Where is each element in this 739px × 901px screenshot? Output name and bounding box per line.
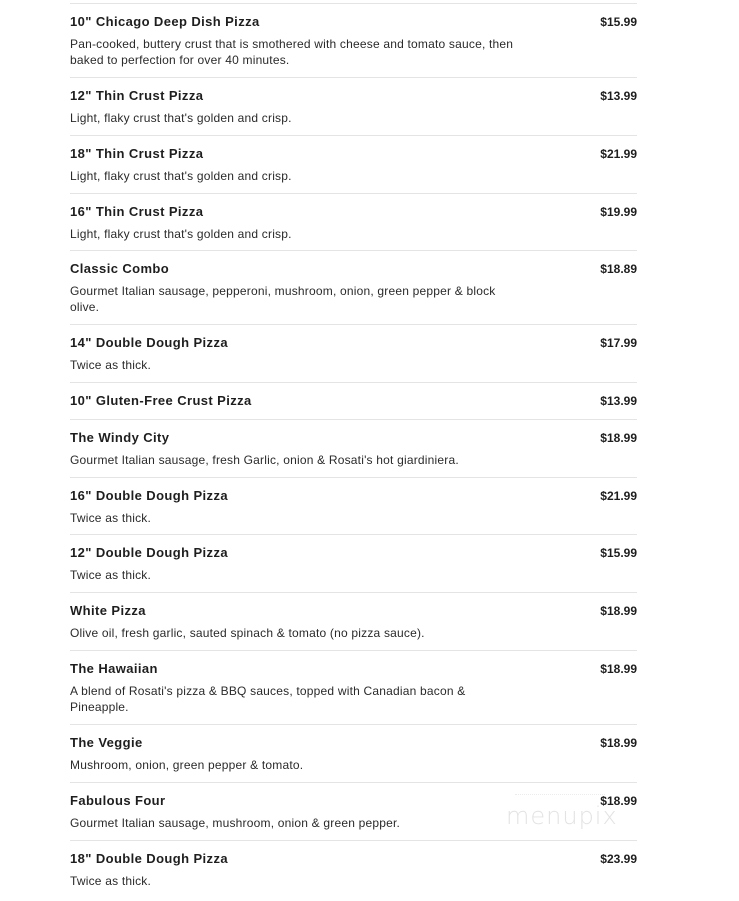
item-description: Light, flaky crust that's golden and crisp. (70, 169, 292, 183)
item-description: Light, flaky crust that's golden and crisp. (70, 111, 292, 125)
menu-item (70, 420, 637, 478)
item-name: 12" Thin Crust Pizza (70, 88, 204, 103)
item-description: Gourmet Italian sausage, pepperoni, mushroom, onion, green pepper & block olive. (70, 284, 496, 314)
menu-item (70, 725, 637, 783)
menu-item (70, 194, 637, 251)
menu-item (70, 251, 637, 325)
item-name: The Windy City (70, 430, 170, 445)
item-description: Gourmet Italian sausage, mushroom, onion & green pepper. (70, 816, 401, 830)
item-price: $21.99 (600, 489, 637, 503)
menu-item (70, 478, 637, 535)
menu-list (70, 3, 637, 899)
item-description: Twice as thick. (70, 358, 152, 372)
item-price: $18.99 (600, 431, 637, 445)
item-description: Twice as thick. (70, 511, 152, 525)
menu-item (70, 325, 637, 383)
item-price: $18.99 (600, 662, 637, 676)
item-description: Mushroom, onion, green pepper & tomato. (70, 758, 304, 772)
menu-item (70, 78, 637, 136)
item-name: The Hawaiian (70, 661, 158, 676)
item-description: A blend of Rosati's pizza & BBQ sauces, topped with Canadian bacon & Pineapple. (70, 684, 466, 714)
item-description: Olive oil, fresh garlic, sauted spinach & tomato (no pizza sauce). (70, 626, 425, 640)
item-name: 10" Gluten-Free Crust Pizza (70, 393, 252, 408)
menu-item (70, 651, 637, 725)
menu-item (70, 4, 637, 78)
item-price: $17.99 (600, 336, 637, 350)
item-name: 16" Thin Crust Pizza (70, 204, 204, 219)
item-name: 12" Double Dough Pizza (70, 545, 228, 560)
item-name: 18" Double Dough Pizza (70, 851, 228, 866)
item-price: $21.99 (600, 147, 637, 161)
item-name: The Veggie (70, 735, 143, 750)
item-name: White Pizza (70, 603, 146, 618)
item-price: $13.99 (600, 89, 637, 103)
item-name: 10" Chicago Deep Dish Pizza (70, 14, 260, 29)
item-price: $18.99 (600, 736, 637, 750)
item-name: 16" Double Dough Pizza (70, 488, 228, 503)
item-name: Classic Combo (70, 261, 170, 276)
item-price: $23.99 (600, 852, 637, 866)
menu-item (70, 535, 637, 593)
watermark-decoration (515, 794, 605, 801)
item-price: $19.99 (600, 205, 637, 219)
menu-item (70, 383, 637, 420)
item-description: Twice as thick. (70, 874, 152, 888)
item-description: Twice as thick. (70, 568, 152, 582)
item-price: $13.99 (600, 394, 637, 408)
item-price: $18.99 (600, 794, 637, 808)
menu-item (70, 841, 637, 899)
menu-item (70, 136, 637, 194)
item-name: 14" Double Dough Pizza (70, 335, 228, 350)
item-price: $18.89 (600, 262, 637, 276)
item-description: Light, flaky crust that's golden and crisp. (70, 227, 292, 241)
menu-item (70, 593, 637, 651)
item-name: 18" Thin Crust Pizza (70, 146, 204, 161)
item-price: $15.99 (600, 15, 637, 29)
item-price: $15.99 (600, 546, 637, 560)
item-name: Fabulous Four (70, 793, 166, 808)
item-description: Gourmet Italian sausage, fresh Garlic, onion & Rosati's hot giardiniera. (70, 453, 459, 467)
item-description: Pan-cooked, buttery crust that is smothered with cheese and tomato sauce, then baked to perfection for over 40 minutes. (70, 37, 514, 67)
menupix-watermark: menupix (506, 802, 618, 830)
item-price: $18.99 (600, 604, 637, 618)
